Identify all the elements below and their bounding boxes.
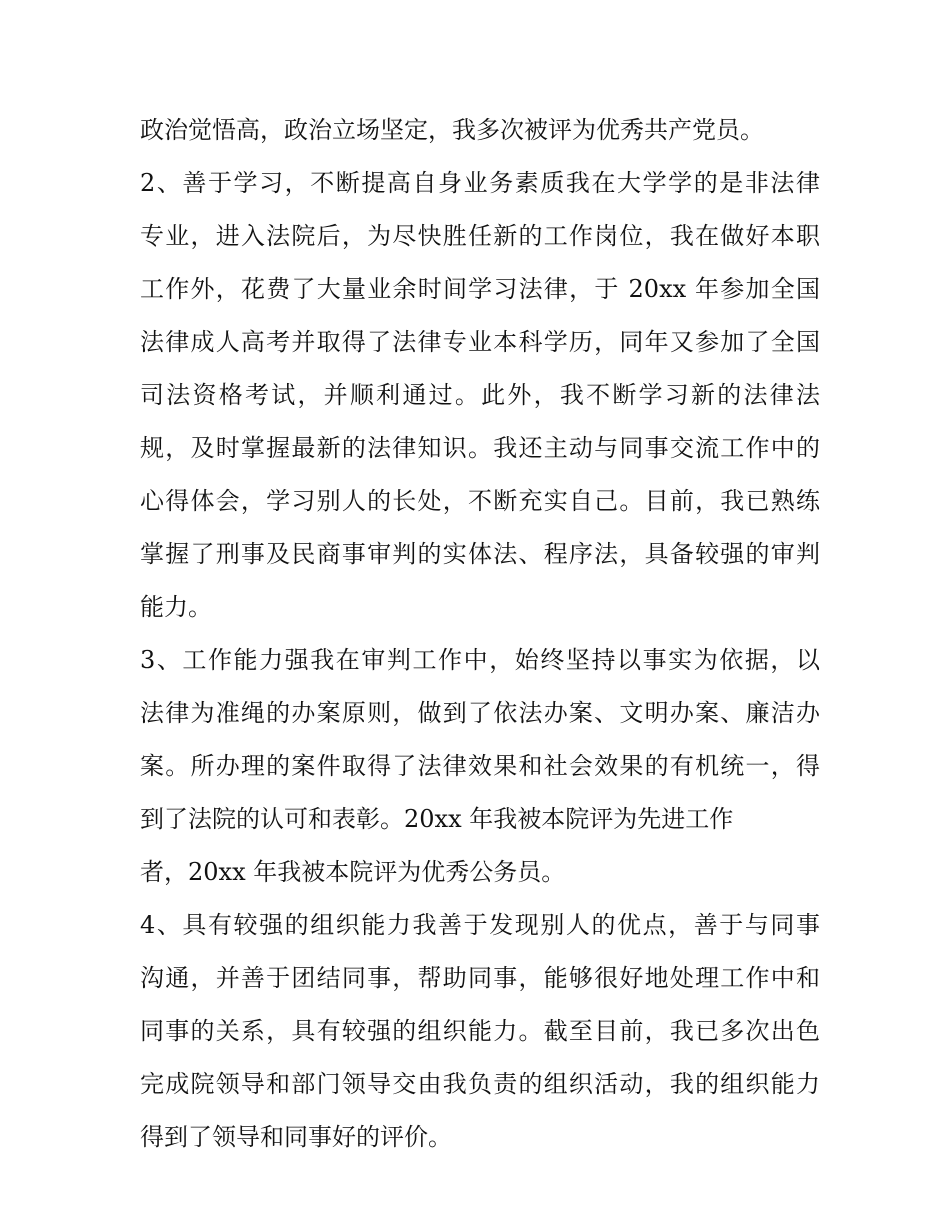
text-line: 同事的关系，具有较强的组织能力。截至目前，我已多次出色 [140, 1017, 820, 1045]
text-line: 司法资格考试，并顺利通过。此外，我不断学习新的法律法 [140, 381, 820, 409]
text-line: 法律为准绳的办案原则，做到了依法办案、文明办案、廉洁办 [140, 699, 820, 727]
text-line: 政治觉悟高，政治立场坚定，我多次被评为优秀共产党员。 [140, 116, 764, 144]
text-line: 案。所办理的案件取得了法律效果和社会效果的有机统一，得 [140, 752, 820, 780]
text-line: 能力。 [140, 593, 212, 621]
text-line: 工作外，花费了大量业余时间学习法律，于 20xx 年参加全国 [140, 275, 820, 303]
text-line: 得到了领导和同事好的评价。 [140, 1123, 452, 1151]
text-line: 规，及时掌握最新的法律知识。我还主动与同事交流工作中的 [140, 434, 820, 462]
text-line: 掌握了刑事及民商事审判的实体法、程序法，具备较强的审判 [140, 540, 820, 568]
text-line: 心得体会，学习别人的长处，不断充实自己。目前，我已熟练 [140, 487, 820, 515]
text-line: 者，20xx 年我被本院评为优秀公务员。 [140, 858, 566, 886]
text-line: 4、具有较强的组织能力我善于发现别人的优点，善于与同事 [140, 911, 820, 939]
text-line: 法律成人高考并取得了法律专业本科学历，同年又参加了全国 [140, 328, 820, 356]
text-line: 到了法院的认可和表彰。20xx 年我被本院评为先进工作 [140, 805, 734, 833]
text-line: 3、工作能力强我在审判工作中，始终坚持以事实为依据，以 [140, 646, 820, 674]
document-body [140, 104, 820, 1164]
text-line: 沟通，并善于团结同事，帮助同事，能够很好地处理工作中和 [140, 964, 820, 992]
text-line: 完成院领导和部门领导交由我负责的组织活动，我的组织能力 [140, 1070, 820, 1098]
text-line: 2、善于学习，不断提高自身业务素质我在大学学的是非法律 [140, 169, 820, 197]
text-line: 专业，进入法院后，为尽快胜任新的工作岗位，我在做好本职 [140, 222, 820, 250]
